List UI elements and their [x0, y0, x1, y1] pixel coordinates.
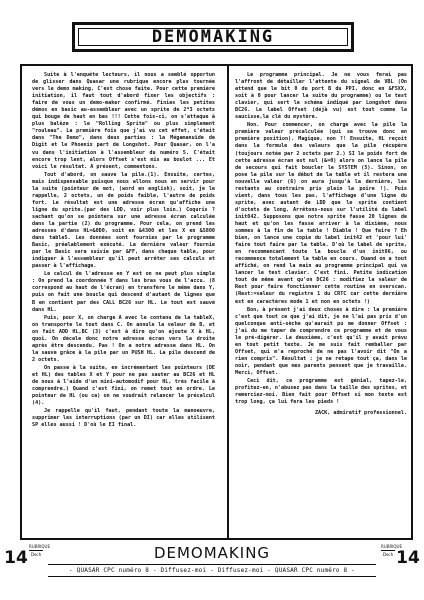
article-frame: [20, 64, 413, 540]
rubric-tag-right: [381, 544, 403, 557]
rubric-tag-bottom: Dech: [30, 552, 42, 557]
paragraph: Non. Pour commencer, on charge avec la pile la première valeur précalculée (qui se trouve donc en première position). Magique, non ?! Ensuite, HL reçoit dans la formule des valeurs que la pile récupère (toujours notée par 2 octets par 2.) SI le poids fort de cette adresse écran est nul (&=0) alors on lance la pile de secours qui fait boucler le SYSTEM (5). Sinon, on pose la pile sur le début de la table et il restera une nouvelle valeur (6) on aura jusqu'à la dernière, les restants au contraire pris plein la poire !). Puis vient, dans tous les pas, l'affichage d'une ligne du sprite, avec autant de LDD que le sprite contient d'octets de long. Arrêtons-nous sur l'utilité du label init042. Supposons que notre sprite fasse 20 lignes de haut et qu'on les fasse arriver à la dixième, nous sommes à la fin de la table ! Diable ! Que faire ? Eh bien, on lance une copie du label init42 et 'pour lui' faire tout faire par la table. D'où le label de sprite, en recommencant toute la boucle d'un init86, ou recommence totalement la table en cours. Ouand on a tout affiché, on rend la main au programme principal qui va lancer le test clavier. C'est fini. Petite indication tout de même avant qu'on DC26 : modifiez la valeur de Rest pour faire fonctionner cette routine en overscan. (Rest:=valeur du registre 1 du CRTC car cette dernière est en caractères mode 1 et non en octets !): [235, 122, 407, 305]
paragraph: Bon, à présent j'ai deux choses à dire : la première c'est que tout ce que j'ai dit, je ne l'ai pas pris d'un quelconque anti-sèche qu'aurait pu me donner Offset : j'ai du me taper de comprendre ce programme et de vous le pré-digérer. La deuxième, c'est qu'il y avait prévu en tout petit texte. Je me suis fait remballer par Offset, qui m'a reproché de ne pas l'avoir dit "On a rien compris". Résultat : je ne retape tout ça, dans le noir, pendant que mes parents pensent que je travaille. Merci, Offset.: [235, 306, 407, 376]
left-column: [32, 72, 215, 430]
footer-rule-top: [48, 564, 376, 565]
rubric-tag-rule: [29, 550, 43, 551]
right-column: [235, 72, 407, 418]
paragraph: On passe à la suite, en incrémentant les pointeurs (DE et HL) des tables X et Y pour ne pas sauter au BC26 et HL de nous à l'aide d'un mini-automodif pour HL, très facile à comprendre.) Quand c'est fini, on remet tout en ordre. Le pointeur de HL (ou ca) on ne voudrait relancer le précalcul (4).: [32, 364, 215, 407]
page-number-right: 14: [396, 548, 420, 568]
paragraph: Ceci dit, ce programme est génial, tapez-le, profitez-en, n'abusez pas dans la taille des sprites, et remerciez-moi. Bien fait pour Offset si mon texte est trop long, ça lui fera les pieds !: [235, 378, 407, 406]
rubric-tag-top: RUBRIQUE: [381, 544, 403, 549]
paragraph: Le programme principal. Je ne vous ferai pas l'affront de détailler l'attente du signal de VBL (On attend que le bit 0 du port B du PPI, donc en &F5XX, soit à 0 pour lancer la suite du programme) ou le test clavier, qui sert le schéma indiqué par Longshot dans BC26. Le label Offset (déjà vu) est tout comme la saucisse,la clé du mystère.: [235, 72, 407, 121]
page-number-left: 14: [4, 548, 28, 568]
footer-rule-bottom: [48, 576, 376, 577]
rubric-tag-left: [29, 544, 51, 557]
page-title-box: [72, 22, 354, 52]
rubric-tag-top: RUBRIQUE: [29, 544, 51, 549]
footer-title: DEMOMAKING: [153, 544, 271, 562]
paragraph: Puis, pour X, on charge A avec le contenu de la tableX, on transporte le tout dans C. On annule la valeur de B, et on fait ADD HL,BC (3) c'est à dire qu'on ajoute X à HL, quoi. On décale donc notre adresse écran vers la droite après être descendu. Pas ! On a notre adresse dans HL. On la sauve grâce à la pile par un PUSH HL. La pile descend de 2 octets.: [32, 314, 215, 363]
page-title: DEMOMAKING: [151, 27, 275, 47]
paragraph: Tout d'abord, on sauve la pile.(1). Ensuite, certes, mais indispensable puisque nous allons nous en servir pour la suite (pointeur de mot, (word en english), soit, je le rappelle, 2 octets, un de poids faible, l'autre de poids fort. Le résultat est une adresse écran qu'affiche une ligne du sprite.(par des LDD, voir plus loin.) Coquris ? sachant qu'on se pointera sur une adresse écran calculée dans la partie (2) du programme. Pour cela, on prend les adresses d'dans HL=&0D0, soit en &4300 et les X en &5800 dans table5. Les données sont fournies par le programme Basic, préalablement exécuté. La dernière valeur fournie par le Basic sera suivie par &FF, dans chaque table, pour indiquer à l'assembleur qu'il peut arrêter ses calculs et passer à l'affichage.: [32, 171, 215, 270]
rubric-tag-bottom: Dech: [382, 552, 394, 557]
page-footer: [0, 540, 424, 600]
paragraph: Le calcul de l'adresse en Y est on ne peut plus simple : On prend la coordonnée Y dans les bras vous de l'accu. (8 correspond au haut de l'écran) en transfère le même dans Y, puis on fait une boucle qui descend d'autant de lignes que B en contient par des CALL BC26 sur HL. Le tout est sauvé dans HL.: [32, 271, 215, 313]
paragraph: Suite à l'enquête lecteurs, il nous a semblé opportun de glisser dans Quasar une rubrique encore plus tournée vers le demo making. C'est chose faite. Pour cette première initiation, il faut tout d'abord fixer les objectifs : faire de vous un demo-maker confirmé. Finies les petites démos en basic au-assembleur avec un sprite de 2*3 octets qui bouge de haut en bas !!! Cette fois-ci, on s'attaque à plus balèze : le "Rolling Sprite" ou plus simplement "rouleau". La première fois que j'ai vu cet effet, c'était dans "The Demo", dans deux parties : la Mégamanuïde de Digit et le Phoenix part de Longshot. Pour Quasar, on l'a vu dans l'initiation à l'assembleur du numéro 5. C'était encore trop lent, alors Offset s'est mis au boulot ... Et voici le résultat. A présent, commentons.: [32, 72, 215, 170]
paragraph: Je rappelle qu'il faut, pendant toute la manoeuvre, supprimer les interruptions (par un DI) car elles utilisent SP elles aussi ! D'où le EI final.: [32, 408, 215, 429]
rubric-tag-rule: [381, 550, 395, 551]
column-divider: [227, 66, 229, 538]
signature: ZACK, admiratif professionnel.: [314, 410, 407, 417]
footer-line: - QUASAR CPC numéro 8 - Diffusez-moi - Diffusez-moi - QUASAR CPC numéro 8 -: [69, 567, 355, 574]
